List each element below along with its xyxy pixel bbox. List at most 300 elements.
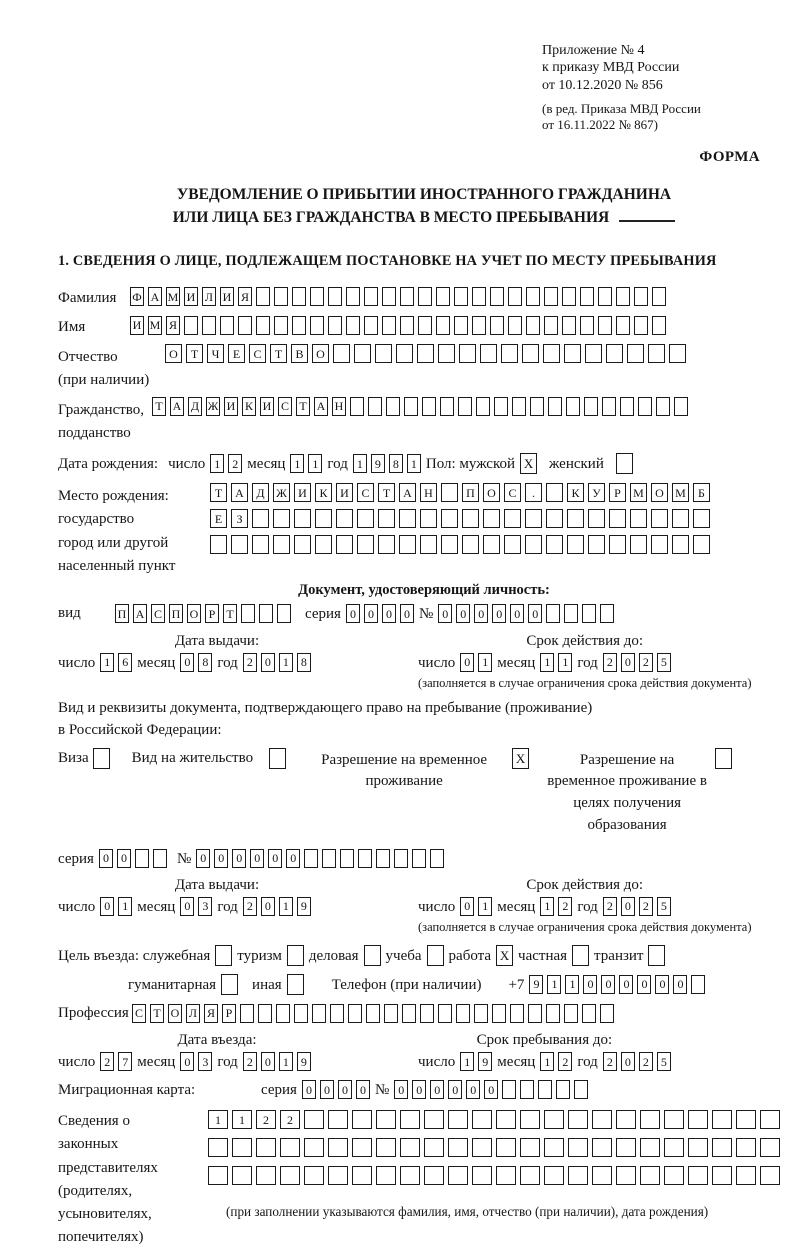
box-cell: 1 (478, 897, 492, 916)
box-cell (652, 316, 666, 335)
box-cell (208, 1138, 228, 1157)
box-cell (378, 535, 395, 554)
box-cell (640, 1110, 660, 1129)
box-cell (602, 397, 616, 416)
box-cell (664, 1138, 684, 1157)
box-cell: 0 (302, 1080, 316, 1099)
doc-type-input[interactable] (115, 604, 291, 623)
purpose-row (58, 945, 790, 966)
stay-doc-dates (58, 877, 790, 935)
box-cell (582, 604, 596, 623)
representatives-input-line1[interactable] (208, 1110, 780, 1129)
stay-valid-header: Срок действия до: (526, 876, 644, 893)
migration-card-label: Миграционная карта: (58, 1082, 196, 1099)
stay-issue-month[interactable] (180, 897, 212, 916)
box-cell (669, 344, 686, 363)
box-cell (494, 397, 508, 416)
box-cell: 1 (540, 1052, 554, 1071)
business-label: деловая (308, 947, 359, 964)
representatives-input-line2[interactable] (208, 1138, 780, 1157)
stay-issue-day[interactable] (100, 897, 132, 916)
box-cell: П (169, 604, 183, 623)
stay-number-input[interactable] (196, 849, 444, 868)
box-cell: 1 (279, 1052, 293, 1071)
box-cell (592, 1166, 612, 1185)
order-reference (542, 42, 790, 133)
sex-male-label: Пол: мужской (425, 456, 516, 473)
box-cell (592, 1110, 612, 1129)
box-cell (585, 344, 602, 363)
box-cell: 2 (558, 897, 572, 916)
box-cell (280, 1138, 300, 1157)
stay-valid-year[interactable] (603, 897, 671, 916)
box-cell (412, 849, 426, 868)
box-cell: 1 (478, 653, 492, 672)
birth-month-input[interactable] (290, 454, 322, 473)
box-cell (520, 1138, 540, 1157)
box-cell (598, 316, 612, 335)
entry-date-header: Дата въезда: (177, 1032, 257, 1049)
box-cell (525, 535, 542, 554)
box-cell: 0 (214, 849, 228, 868)
box-cell: 1 (279, 897, 293, 916)
box-cell (592, 1138, 612, 1157)
box-cell (210, 535, 227, 554)
entry-dates (58, 1032, 790, 1071)
patronymic-row (58, 344, 790, 393)
id-valid-header: Срок действия до: (526, 632, 644, 649)
birthplace-input-line1[interactable] (210, 483, 710, 502)
stay-valid-month[interactable] (540, 897, 572, 916)
box-cell: 2 (243, 653, 257, 672)
female-checkbox[interactable] (616, 453, 633, 474)
box-cell: 0 (460, 653, 474, 672)
box-cell (328, 1166, 348, 1185)
purpose-official-checkbox[interactable] (215, 945, 232, 966)
stay-until-year[interactable] (603, 1052, 671, 1071)
box-cell (462, 509, 479, 528)
id-valid-day[interactable] (460, 653, 492, 672)
box-cell (483, 509, 500, 528)
box-cell: Р (222, 1004, 236, 1023)
box-cell (672, 509, 689, 528)
box-cell: 7 (118, 1052, 132, 1071)
box-cell (616, 1138, 636, 1157)
box-cell (340, 849, 354, 868)
purpose-other-checkbox[interactable] (287, 974, 304, 995)
stay-doc-paragraph (58, 697, 790, 742)
box-cell: О (312, 344, 329, 363)
year-label: год (327, 456, 348, 473)
section1-title: 1. СВЕДЕНИЯ О ЛИЦЕ, ПОДЛЕЖАЩЕМ ПОСТАНОВКЕ НА УЧЕТ ПО МЕСТУ ПРЕБЫВАНИЯ (58, 253, 717, 270)
temp-residence-edu-checkbox[interactable] (715, 748, 732, 769)
box-cell (376, 1166, 396, 1185)
box-cell (538, 1080, 552, 1099)
box-cell (315, 535, 332, 554)
box-cell: 2 (256, 1110, 276, 1129)
year-label: год (217, 898, 238, 915)
stay-until-header: Срок пребывания до: (476, 1032, 613, 1049)
migration-card-row (58, 1080, 790, 1099)
id-valid-month[interactable] (540, 653, 572, 672)
representatives-input-line3[interactable] (208, 1166, 780, 1185)
stay-issue-year[interactable] (243, 897, 311, 916)
year-label: год (217, 1054, 238, 1071)
box-cell (664, 1166, 684, 1185)
box-cell (528, 1004, 542, 1023)
box-cell (420, 509, 437, 528)
box-cell (256, 316, 270, 335)
box-cell (328, 1110, 348, 1129)
box-cell: 3 (198, 1052, 212, 1071)
box-cell: 1 (100, 653, 114, 672)
male-checkbox[interactable] (520, 453, 537, 474)
stay-series-input[interactable] (99, 849, 167, 868)
box-cell (386, 397, 400, 416)
residence-permit-checkbox[interactable] (269, 748, 286, 769)
surname-input[interactable] (130, 287, 666, 306)
box-cell: 2 (603, 653, 617, 672)
box-cell (259, 604, 273, 623)
box-cell: О (187, 604, 201, 623)
box-cell (760, 1166, 780, 1185)
stay-valid-day[interactable] (460, 897, 492, 916)
id-issue-year[interactable] (243, 653, 311, 672)
box-cell (688, 1166, 708, 1185)
box-cell (502, 1080, 516, 1099)
month-label: месяц (497, 1054, 536, 1071)
mc-series-input[interactable] (302, 1080, 370, 1099)
box-cell: Н (332, 397, 346, 416)
box-cell: 1 (558, 653, 572, 672)
box-cell: Т (210, 483, 227, 502)
box-cell (472, 1138, 492, 1157)
purpose-work-checkbox[interactable] (496, 945, 513, 966)
box-cell (273, 535, 290, 554)
representatives-note: (при заполнении указываются фамилия, имя, отчество (при наличии), дата рождения) (226, 1204, 709, 1220)
appendix-line: Приложение № 4 (542, 43, 645, 58)
box-cell (440, 397, 454, 416)
box-cell: 9 (529, 975, 543, 994)
box-cell (712, 1138, 732, 1157)
box-cell (396, 344, 413, 363)
box-cell: 1 (547, 975, 561, 994)
box-cell: 1 (279, 653, 293, 672)
box-cell (490, 287, 504, 306)
box-cell: 2 (639, 897, 653, 916)
box-cell (652, 287, 666, 306)
box-cell: 1 (540, 897, 554, 916)
box-cell (280, 1166, 300, 1185)
box-cell (354, 344, 371, 363)
day-label: число (58, 898, 96, 915)
box-cell: Т (296, 397, 310, 416)
representatives-label: Сведения о законных представителях (родителях, усыновителях, попечителях) (58, 1113, 158, 1246)
box-cell (580, 287, 594, 306)
edition-line1: (в ред. Приказа МВД России (542, 101, 701, 117)
entry-month[interactable] (180, 1052, 212, 1071)
box-cell (274, 316, 288, 335)
box-cell: 1 (210, 454, 224, 473)
month-label: месяц (137, 1054, 176, 1071)
profession-row (58, 1004, 790, 1024)
box-cell (376, 849, 390, 868)
month-label: месяц (497, 898, 536, 915)
box-cell (366, 1004, 380, 1023)
box-cell: 0 (364, 604, 378, 623)
box-cell: 0 (466, 1080, 480, 1099)
box-cell: 2 (558, 1052, 572, 1071)
box-cell: Т (152, 397, 166, 416)
box-cell (564, 344, 581, 363)
box-cell (399, 535, 416, 554)
birthdate-label: Дата рождения: (58, 456, 159, 473)
box-cell (232, 1138, 252, 1157)
forma-label: ФОРМА (699, 149, 760, 166)
box-cell (582, 1004, 596, 1023)
box-cell: К (315, 483, 332, 502)
box-cell (627, 344, 644, 363)
box-cell: Я (166, 316, 180, 335)
box-cell (304, 1110, 324, 1129)
box-cell (215, 945, 232, 966)
box-cell (357, 509, 374, 528)
box-cell (382, 316, 396, 335)
stay-until-day[interactable] (460, 1052, 492, 1071)
box-cell (656, 397, 670, 416)
box-cell (580, 316, 594, 335)
box-cell (456, 1004, 470, 1023)
box-cell: Т (378, 483, 395, 502)
box-cell: Т (150, 1004, 164, 1023)
box-cell (240, 1004, 254, 1023)
tourism-label: туризм (237, 947, 282, 964)
id-valid-year[interactable] (603, 653, 671, 672)
birthplace-input-line2[interactable] (210, 509, 710, 528)
box-cell (564, 604, 578, 623)
purpose-transit-checkbox[interactable] (648, 945, 665, 966)
box-cell (496, 1166, 516, 1185)
id-number-input[interactable] (438, 604, 614, 623)
citizenship-row (58, 397, 790, 446)
phone-input[interactable] (529, 975, 705, 994)
box-cell (422, 397, 436, 416)
box-cell: Е (210, 509, 227, 528)
purpose-private-checkbox[interactable] (572, 945, 589, 966)
citizenship-label: Гражданство, подданство (58, 401, 145, 441)
other-label: иная (252, 976, 282, 993)
box-cell (448, 1166, 468, 1185)
box-cell: 0 (261, 897, 275, 916)
study-label: учеба (385, 947, 422, 964)
citizenship-input[interactable] (152, 397, 688, 416)
box-cell (548, 397, 562, 416)
box-cell (546, 604, 560, 623)
mc-series-label: серия (261, 1082, 297, 1099)
birth-year-input[interactable] (353, 454, 421, 473)
purpose-study-checkbox[interactable] (427, 945, 444, 966)
box-cell: М (672, 483, 689, 502)
box-cell (546, 509, 563, 528)
box-cell (294, 535, 311, 554)
visa-label: Виза (58, 749, 89, 766)
box-cell: Н (420, 483, 437, 502)
box-cell (520, 1080, 534, 1099)
box-cell (530, 397, 544, 416)
box-cell (315, 509, 332, 528)
box-cell: Т (223, 604, 237, 623)
id-series-input[interactable] (346, 604, 414, 623)
box-cell: 0 (268, 849, 282, 868)
box-cell: 0 (528, 604, 542, 623)
month-label: месяц (497, 654, 536, 671)
patronymic-label: Отчество (при наличии) (58, 349, 150, 389)
box-cell (294, 509, 311, 528)
box-cell (664, 1110, 684, 1129)
box-cell (674, 397, 688, 416)
box-cell (402, 1004, 416, 1023)
box-cell (382, 287, 396, 306)
box-cell (616, 453, 633, 474)
temp-residence-edu-label: Разрешение на временное проживание в целях получения образования (547, 751, 707, 833)
box-cell: С (132, 1004, 146, 1023)
box-cell: А (231, 483, 248, 502)
day-label: число (418, 898, 456, 915)
box-cell: К (567, 483, 584, 502)
box-cell: 0 (117, 849, 131, 868)
box-cell: 0 (180, 1052, 194, 1071)
box-cell: 1 (308, 454, 322, 473)
box-cell (153, 849, 167, 868)
stay-until-month[interactable] (540, 1052, 572, 1071)
box-cell (620, 397, 634, 416)
id-doc-dates (58, 633, 790, 691)
box-cell (508, 287, 522, 306)
box-cell: 9 (478, 1052, 492, 1071)
stay-validity-note: (заполняется в случае ограничения срока действия документа) (418, 919, 752, 934)
box-cell (400, 1138, 420, 1157)
purpose-label: Цель въезда: служебная (58, 947, 211, 964)
birthplace-label: Место рождения: государство город или другой населенный пункт (58, 488, 176, 574)
box-cell (454, 287, 468, 306)
box-cell (458, 397, 472, 416)
id-issue-header: Дата выдачи: (174, 632, 260, 649)
box-cell (400, 316, 414, 335)
box-cell (651, 509, 668, 528)
box-cell (417, 344, 434, 363)
box-cell: 1 (208, 1110, 228, 1129)
box-cell (693, 535, 710, 554)
box-cell: 0 (346, 604, 360, 623)
entry-day[interactable] (100, 1052, 132, 1071)
box-cell (394, 849, 408, 868)
box-cell: 1 (540, 653, 554, 672)
box-cell: С (278, 397, 292, 416)
purpose-business-checkbox[interactable] (364, 945, 381, 966)
box-cell (634, 287, 648, 306)
birthplace-input-line3[interactable] (210, 535, 710, 554)
box-cell (322, 849, 336, 868)
box-cell: 2 (639, 1052, 653, 1071)
box-cell: 0 (601, 975, 615, 994)
temp-residence-checkbox[interactable] (512, 748, 529, 769)
box-cell (760, 1110, 780, 1129)
box-cell (276, 1004, 290, 1023)
box-cell: 1 (460, 1052, 474, 1071)
box-cell: Ч (207, 344, 224, 363)
profession-label: Профессия (58, 1004, 129, 1021)
box-cell (712, 1166, 732, 1185)
name-input[interactable] (130, 316, 666, 335)
visa-checkbox[interactable] (93, 748, 110, 769)
entry-year[interactable] (243, 1052, 311, 1071)
patronymic-input[interactable] (165, 344, 686, 363)
box-cell (252, 535, 269, 554)
box-cell: 1 (290, 454, 304, 473)
box-cell (588, 509, 605, 528)
box-cell (568, 1138, 588, 1157)
box-cell (420, 535, 437, 554)
name-row (58, 316, 790, 338)
purpose-tourism-checkbox[interactable] (287, 945, 304, 966)
purpose-humanitarian-checkbox[interactable] (221, 974, 238, 995)
box-cell: А (148, 287, 162, 306)
box-cell (616, 287, 630, 306)
box-cell: 6 (118, 653, 132, 672)
box-cell: 0 (583, 975, 597, 994)
id-issue-day[interactable] (100, 653, 132, 672)
box-cell (712, 1110, 732, 1129)
box-cell (287, 974, 304, 995)
box-cell: Л (186, 1004, 200, 1023)
phone-prefix: +7 (508, 976, 525, 993)
stay-series-label: серия (58, 850, 94, 867)
box-cell (566, 397, 580, 416)
box-cell: Д (188, 397, 202, 416)
private-label: частная (518, 947, 568, 964)
box-cell (135, 849, 149, 868)
box-cell (572, 945, 589, 966)
box-cell: О (165, 344, 182, 363)
birth-day-input[interactable] (210, 454, 242, 473)
box-cell (648, 344, 665, 363)
box-cell (424, 1138, 444, 1157)
box-cell (256, 287, 270, 306)
box-cell (400, 1166, 420, 1185)
id-issue-month[interactable] (180, 653, 212, 672)
purpose-row2 (58, 974, 790, 995)
box-cell: Б (693, 483, 710, 502)
box-cell: 0 (100, 897, 114, 916)
box-cell: 0 (196, 849, 210, 868)
box-cell (472, 287, 486, 306)
box-cell: 0 (456, 604, 470, 623)
form-title (58, 184, 790, 229)
box-cell (736, 1166, 756, 1185)
box-cell: Т (186, 344, 203, 363)
box-cell (358, 849, 372, 868)
stay-doc-line1: Вид и реквизиты документа, подтверждающего право на пребывание (проживание) (58, 699, 593, 716)
box-cell (520, 1166, 540, 1185)
box-cell: 2 (639, 653, 653, 672)
box-cell (312, 1004, 326, 1023)
month-label: месяц (247, 456, 286, 473)
profession-input[interactable] (132, 1004, 614, 1023)
mc-number-input[interactable] (394, 1080, 588, 1099)
box-cell (378, 509, 395, 528)
name-label: Имя (58, 318, 86, 335)
box-cell: И (220, 287, 234, 306)
